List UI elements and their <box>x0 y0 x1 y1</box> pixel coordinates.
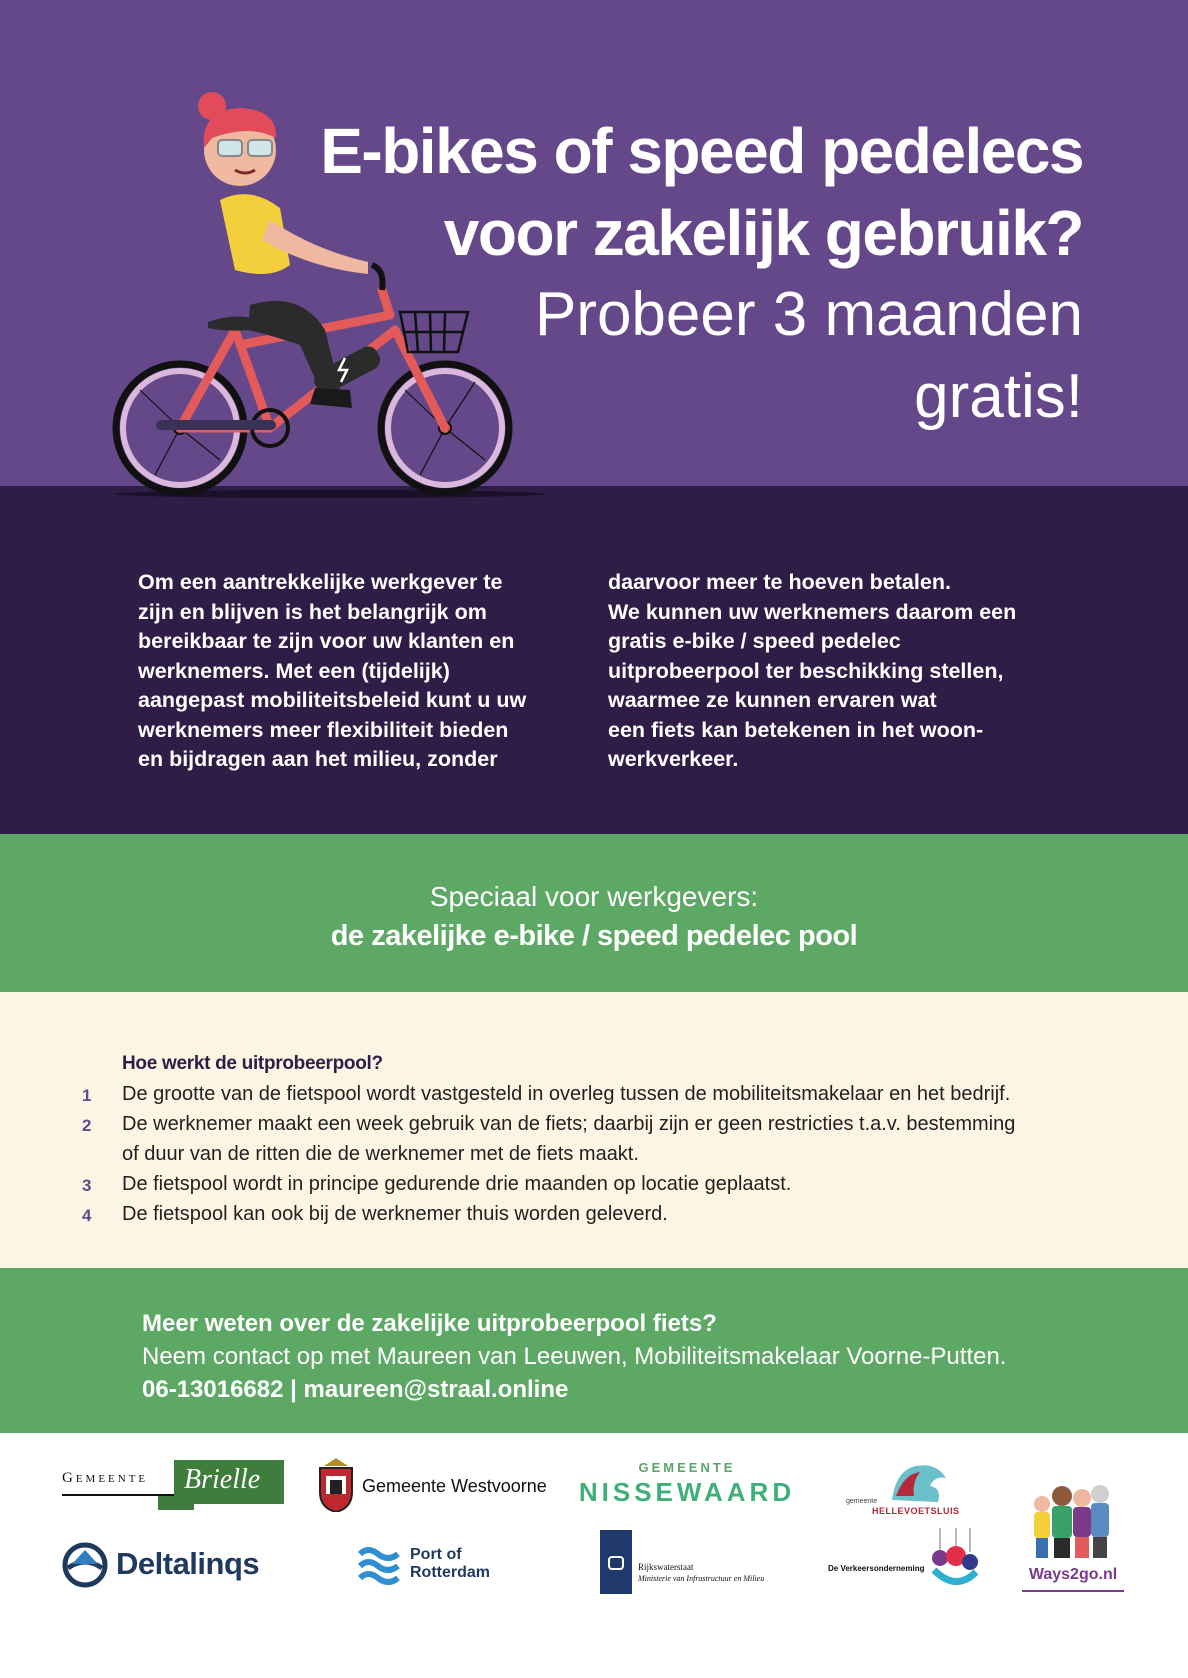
step-text: De werknemer maakt een week gebruik van de fiets; daarbij zijn er geen restricties t.a.v. bestemming <box>122 1113 1016 1135</box>
intro-line: bereikbaar te zijn voor uw klanten en <box>138 629 515 653</box>
logo-verkeersonderneming <box>826 1524 986 1598</box>
logo-hellevoetsluis <box>846 1460 960 1520</box>
logo-deltalinqs <box>62 1540 292 1590</box>
nissewaard-prefix: GEMEENTE <box>638 1460 736 1475</box>
hellevoetsluis-prefix: gemeente <box>846 1498 878 1505</box>
intro-line: werkverkeer. <box>608 747 739 771</box>
port-line-2: Rotterdam <box>410 1564 491 1581</box>
intro-text-left <box>138 568 558 775</box>
logo-port-of-rotterdam <box>358 1544 518 1590</box>
glasses-left <box>218 140 242 156</box>
intro-text-right <box>608 568 1028 775</box>
hellevoetsluis-lion-icon <box>886 1460 950 1506</box>
step-text: De fietspool wordt in principe gedurende drie maanden op locatie geplaatst. <box>122 1173 792 1195</box>
special-title: de zakelijke e-bike / speed pedelec pool <box>330 920 858 952</box>
verkeersonderneming-icon <box>926 1528 984 1596</box>
rws-crest-icon <box>608 1556 624 1570</box>
step-number: 3 <box>82 1176 92 1195</box>
intro-line: en bijdragen aan het milieu, zonder <box>138 747 498 771</box>
headline <box>303 110 1083 438</box>
brielle-prefix: Gemeente <box>62 1470 149 1486</box>
rws-line-1: Rijkswaterstaat <box>638 1562 694 1572</box>
headline-line-1: E-bikes of speed pedelecs <box>320 115 1083 187</box>
logo-westvoorne <box>318 1458 548 1514</box>
brielle-name: Brielle <box>184 1464 261 1495</box>
intro-line: werknemers. Met een (tijdelijk) <box>138 658 450 683</box>
westvoorne-name: Gemeente Westvoorne <box>362 1476 547 1496</box>
ways2go-name: Ways2go.nl <box>1028 1566 1118 1583</box>
special-subtitle: Speciaal voor werkgevers: <box>429 881 759 912</box>
step-text-continued: of duur van de ritten die de werknemer met de fiets maakt. <box>122 1143 639 1165</box>
chain-guard <box>156 420 276 430</box>
intro-line: We kunnen uw werknemers daarom een <box>608 599 1017 624</box>
contact-person: Neem contact op met Maureen van Leeuwen, Mobiliteitsmakelaar Voorne-Putten. <box>142 1343 1007 1370</box>
intro-line: uitprobeerpool ter beschikking stellen, <box>608 658 1004 683</box>
deltalinqs-name: Deltalinqs <box>116 1546 260 1581</box>
intro-line: daarvoor meer te hoeven betalen. <box>608 570 951 594</box>
glasses-right <box>248 140 272 156</box>
hair-bun <box>198 92 226 120</box>
intro-line: waarmee ze kunnen ervaren wat <box>608 688 937 712</box>
headline-line-4: gratis! <box>914 362 1083 431</box>
step-number: 1 <box>82 1086 92 1105</box>
logo-ways2go <box>1018 1480 1128 1596</box>
logo-rijkswaterstaat <box>600 1530 780 1596</box>
westvoorne-crest-icon <box>318 1458 354 1512</box>
nissewaard-name: NISSEWAARD <box>578 1477 796 1507</box>
headline-line-2: voor zakelijk gebruik? <box>443 197 1083 269</box>
logo-nissewaard <box>572 1460 802 1516</box>
rws-line-2: Ministerie van Infrastructuur en Milieu <box>638 1574 765 1583</box>
port-line-1: Port of <box>410 1546 462 1563</box>
step-text: De grootte van de fietspool wordt vastgesteld in overleg tussen de mobiliteitsmakelaar en het bedrijf. <box>122 1083 1011 1105</box>
headline-line-3: Probeer 3 maanden <box>534 280 1083 349</box>
intro-line: een fiets kan betekenen in het woon- <box>608 717 984 742</box>
step-number: 2 <box>82 1116 92 1135</box>
deltalinqs-icon <box>62 1542 108 1588</box>
intro-line: aangepast mobiliteitsbeleid kunt u uw <box>138 688 527 712</box>
intro-line: zijn en blijven is het belangrijk om <box>138 599 487 624</box>
contact-question: Meer weten over de zakelijke uitprobeerpool fiets? <box>142 1310 717 1337</box>
verkeersonderneming-name: De Verkeersonderneming <box>828 1564 925 1573</box>
step-number: 4 <box>82 1206 92 1225</box>
intro-line: werknemers meer flexibiliteit bieden <box>138 717 509 742</box>
contact-details[interactable]: 06-13016682 | maureen@straal.online <box>142 1376 569 1403</box>
ways2go-underline <box>1022 1590 1124 1592</box>
ways2go-people-icon <box>1028 1480 1116 1560</box>
logo-brielle <box>62 1460 282 1512</box>
step-text: De fietspool kan ook bij de werknemer thuis worden geleverd. <box>122 1203 668 1225</box>
special-banner <box>0 834 1188 992</box>
intro-line: gratis e-bike / speed pedelec <box>608 629 901 653</box>
how-title: Hoe werkt de uitprobeerpool? <box>122 1053 383 1074</box>
port-waves-icon <box>358 1544 400 1586</box>
intro-line: Om een aantrekkelijke werkgever te <box>138 570 503 594</box>
hellevoetsluis-name: HELLEVOETSLUIS <box>872 1506 960 1516</box>
brielle-castle <box>158 1496 194 1510</box>
